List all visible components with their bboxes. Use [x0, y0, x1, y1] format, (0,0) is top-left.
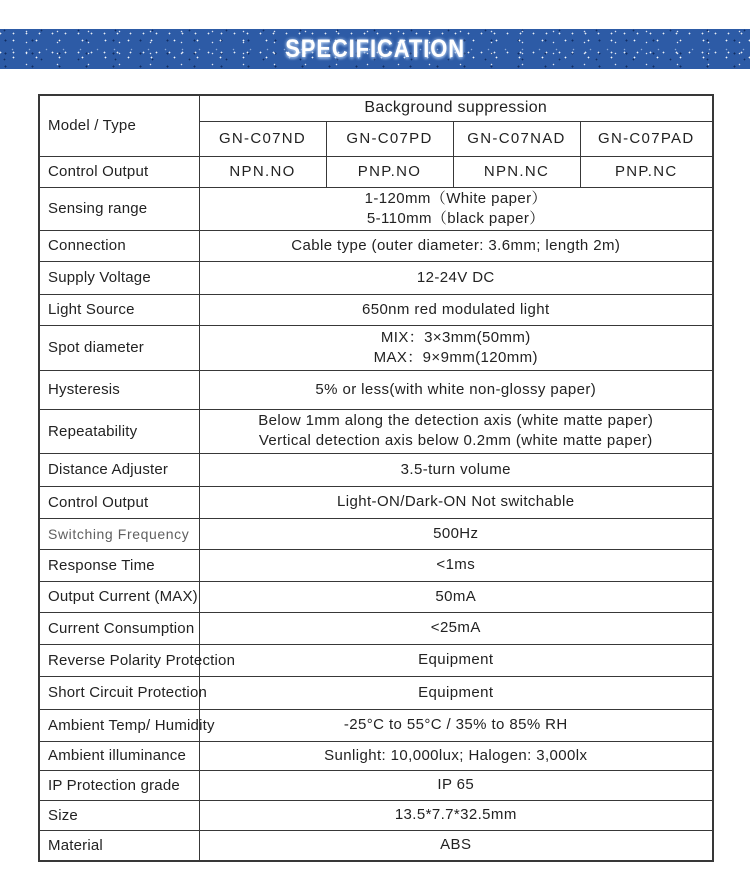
spec-label: Output Current (MAX)	[39, 581, 199, 612]
output-type: NPN.NC	[453, 156, 580, 187]
spec-value-line: Equipment	[418, 651, 494, 668]
model-name: GN-C07NAD	[453, 121, 580, 156]
spec-value	[199, 830, 713, 861]
table-row	[39, 230, 713, 261]
spec-value-line: IP 65	[437, 776, 475, 793]
spec-value	[199, 581, 713, 612]
spec-label: Control Output	[39, 156, 199, 187]
spec-value	[199, 709, 713, 741]
specification-table	[38, 94, 714, 862]
spec-value-line: 5% or less(with white non-glossy paper)	[315, 380, 597, 398]
spec-value-line: Below 1mm along the detection axis (white matte paper)	[258, 412, 654, 429]
table-row	[39, 187, 713, 230]
table-row	[39, 800, 713, 830]
spec-value-line: Cable type (outer diameter: 3.6mm; length 2m)	[291, 236, 621, 254]
spec-value-line: Sunlight: 10,000lux; Halogen: 3,000lx	[324, 746, 588, 764]
spec-value-line: 12-24V DC	[416, 268, 495, 286]
spec-label: IP Protection grade	[39, 770, 199, 800]
spec-value-line: MIX：3×3mm(50mm)	[380, 328, 531, 346]
spec-value	[199, 612, 713, 644]
group-header: Background suppression	[199, 95, 713, 121]
spec-value	[199, 187, 713, 230]
spec-value-line: 650nm red modulated light	[361, 300, 550, 318]
spec-value-line: <1ms	[436, 556, 476, 573]
spec-value-line: 500Hz	[433, 524, 479, 542]
table-row	[39, 294, 713, 325]
spec-value-line: Light-ON/Dark-ON Not switchable	[337, 493, 575, 510]
spec-value	[199, 676, 713, 709]
model-type-label: Model / Type	[39, 95, 199, 156]
table-row	[39, 612, 713, 644]
table-row	[39, 409, 713, 453]
spec-value-line: ABS	[440, 836, 472, 854]
spec-label: Short Circuit Protection	[39, 676, 199, 709]
spec-value	[199, 261, 713, 294]
table-row	[39, 370, 713, 409]
spec-value-line: Vertical detection axis below 0.2mm (white matte paper)	[258, 432, 653, 449]
table-row	[39, 95, 713, 121]
spec-label: Light Source	[39, 294, 199, 325]
spec-value-line: 1-120mm（White paper）	[364, 189, 547, 207]
table-row	[39, 676, 713, 709]
spec-label: Material	[39, 830, 199, 861]
spec-value-line: 5-110mm（black paper）	[366, 209, 545, 227]
spec-value	[199, 770, 713, 800]
spec-label: Spot diameter	[39, 325, 199, 370]
spec-label: Supply Voltage	[39, 261, 199, 294]
spec-value	[199, 409, 713, 453]
spec-value	[199, 294, 713, 325]
spec-value-line: MAX：9×9mm(120mm)	[373, 348, 538, 366]
spec-label: Ambient Temp/ Humidity	[39, 709, 199, 741]
table-row	[39, 709, 713, 741]
spec-value	[199, 741, 713, 770]
specification-banner	[0, 29, 750, 69]
table-row	[39, 644, 713, 676]
output-type: PNP.NC	[580, 156, 713, 187]
spec-value-line: -25°C to 55°C / 35% to 85% RH	[343, 716, 568, 733]
table-row	[39, 325, 713, 370]
table-row	[39, 261, 713, 294]
spec-label: Size	[39, 800, 199, 830]
spec-label: Ambient illuminance	[39, 741, 199, 770]
spec-label: Sensing range	[39, 187, 199, 230]
spec-label: Connection	[39, 230, 199, 261]
table-row	[39, 156, 713, 187]
spec-value	[199, 518, 713, 549]
table-row	[39, 453, 713, 486]
spec-value-line: 13.5*7.7*32.5mm	[394, 806, 517, 823]
spec-label: Control Output	[39, 486, 199, 518]
model-name: GN-C07PAD	[580, 121, 713, 156]
table-row	[39, 770, 713, 800]
spec-value	[199, 230, 713, 261]
spec-value-line: Equipment	[418, 683, 494, 701]
spec-value	[199, 644, 713, 676]
spec-label: Hysteresis	[39, 370, 199, 409]
table-row	[39, 741, 713, 770]
table-row	[39, 581, 713, 612]
spec-value	[199, 549, 713, 581]
spec-value-line: <25mA	[430, 619, 481, 636]
spec-value-line: 50mA	[435, 587, 477, 605]
table-row	[39, 549, 713, 581]
spec-label: Current Consumption	[39, 612, 199, 644]
output-type: NPN.NO	[199, 156, 326, 187]
banner-title: SPECIFICATION	[285, 35, 465, 63]
spec-label: Repeatability	[39, 409, 199, 453]
spec-value-line: 3.5-turn volume	[400, 460, 511, 478]
spec-label: Reverse Polarity Protection	[39, 644, 199, 676]
table-row	[39, 518, 713, 549]
spec-label: Switching Frequency	[39, 518, 199, 549]
model-name: GN-C07PD	[326, 121, 453, 156]
spec-label: Distance Adjuster	[39, 453, 199, 486]
spec-value	[199, 325, 713, 370]
spec-label: Response Time	[39, 549, 199, 581]
spec-value	[199, 800, 713, 830]
spec-value	[199, 453, 713, 486]
spec-value	[199, 370, 713, 409]
model-name: GN-C07ND	[199, 121, 326, 156]
table-row	[39, 486, 713, 518]
table-row	[39, 830, 713, 861]
output-type: PNP.NO	[326, 156, 453, 187]
spec-value	[199, 486, 713, 518]
